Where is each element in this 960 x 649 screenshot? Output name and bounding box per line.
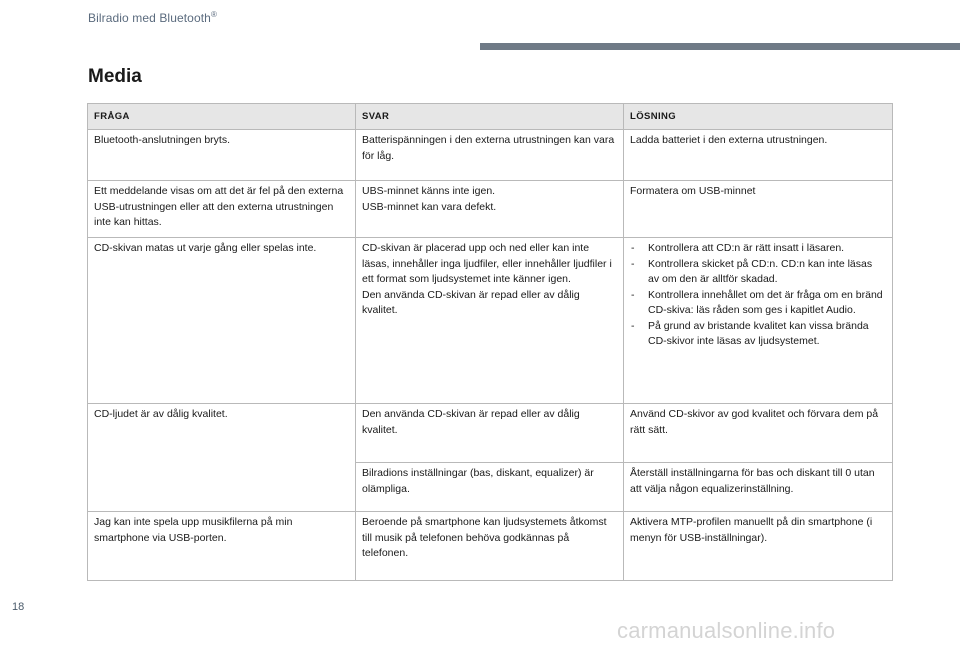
- cell-text: UBS-minnet känns inte igen.: [362, 185, 496, 197]
- page-number: 18: [12, 601, 25, 613]
- table-row: [88, 181, 893, 238]
- registered-mark: ®: [210, 10, 217, 19]
- cell-text: Den använda CD-skivan är repad eller av dålig kvalitet.: [362, 288, 580, 316]
- solution-cell: [624, 512, 893, 581]
- column-header-answer: SVAR: [356, 104, 624, 130]
- cell-text: Bluetooth-anslutningen bryts.: [94, 134, 231, 146]
- cell-text: USB-minnet kan vara defekt.: [362, 200, 497, 213]
- solution-cell: [624, 404, 893, 463]
- table-row: [88, 130, 893, 181]
- cell-text: Återställ inställningarna för bas och diskant till 0 utan att välja någon equalizerinställning.: [630, 467, 875, 495]
- cell-text: CD-ljudet är av dålig kvalitet.: [94, 408, 228, 420]
- answer-cell: [356, 130, 624, 181]
- cell-text: Formatera om USB-minnet: [630, 185, 756, 197]
- list-item: - Kontrollera att CD:n är rätt insatt i läsaren.: [630, 241, 886, 257]
- solution-cell: [624, 181, 893, 238]
- cell-text: Den använda CD-skivan är repad eller av dålig kvalitet.: [362, 408, 580, 436]
- cell-text: CD-skivan matas ut varje gång eller spelas inte.: [94, 242, 317, 254]
- table-row: [88, 404, 893, 463]
- question-cell: [88, 512, 356, 581]
- chapter-title: [88, 10, 217, 25]
- header-bar: [480, 43, 960, 50]
- column-header-question: FRÅGA: [88, 104, 356, 130]
- question-cell: [88, 404, 356, 512]
- solution-cell: [624, 463, 893, 512]
- cell-text: Batterispänningen i den externa utrustningen kan vara för låg.: [362, 134, 615, 162]
- answer-cell: [356, 404, 624, 463]
- list-item: - Kontrollera skicket på CD:n. CD:n kan inte läsas av om den är alltför skadad.: [630, 257, 886, 288]
- answer-cell: [356, 463, 624, 512]
- cell-text: Beroende på smartphone kan ljudsystemets åtkomst till musik på telefonen behöva godkännas på telefonen.: [362, 516, 607, 559]
- list-item: - Kontrollera innehållet om det är fråga om en bränd CD-skiva: läs råden som ges i kapitlet Audio.: [630, 288, 886, 319]
- solution-list: [630, 241, 886, 350]
- watermark: carmanualsonline.info: [617, 618, 836, 643]
- chapter-title-text: Bilradio med Bluetooth: [88, 11, 211, 25]
- table-row: [88, 512, 893, 581]
- table-row: [88, 238, 893, 404]
- cell-text: CD-skivan är placerad upp och ned eller kan inte läsas, innehåller inga ljudfiler, eller innehåller ljudfiler i ett format som ljudsystemet inte känner igen.: [362, 242, 612, 285]
- cell-text: Jag kan inte spela upp musikfilerna på min smartphone via USB-porten.: [94, 516, 293, 544]
- list-item: - På grund av bristande kvalitet kan vissa brända CD-skivor inte läsas av ljudsystemet.: [630, 319, 886, 350]
- faq-table: [87, 103, 893, 581]
- column-header-solution: LÖSNING: [624, 104, 893, 130]
- question-cell: [88, 181, 356, 238]
- cell-text: Aktivera MTP-profilen manuellt på din smartphone (i menyn för USB-inställningar).: [630, 516, 873, 544]
- question-cell: [88, 130, 356, 181]
- section-title: Media: [88, 66, 142, 87]
- table-header-row: [88, 104, 893, 130]
- answer-cell: [356, 181, 624, 238]
- cell-text: Ett meddelande visas om att det är fel på den externa USB-utrustningen eller att den externa utrustningen inte kan hittas.: [94, 185, 344, 228]
- answer-cell: [356, 238, 624, 404]
- cell-text: Använd CD-skivor av god kvalitet och förvara dem på rätt sätt.: [630, 408, 879, 436]
- cell-text: Bilradions inställningar (bas, diskant, equalizer) är olämpliga.: [362, 467, 594, 495]
- question-cell: [88, 238, 356, 404]
- solution-cell: [624, 130, 893, 181]
- answer-cell: [356, 512, 624, 581]
- cell-text: Ladda batteriet i den externa utrustningen.: [630, 134, 828, 146]
- solution-cell: [624, 238, 893, 404]
